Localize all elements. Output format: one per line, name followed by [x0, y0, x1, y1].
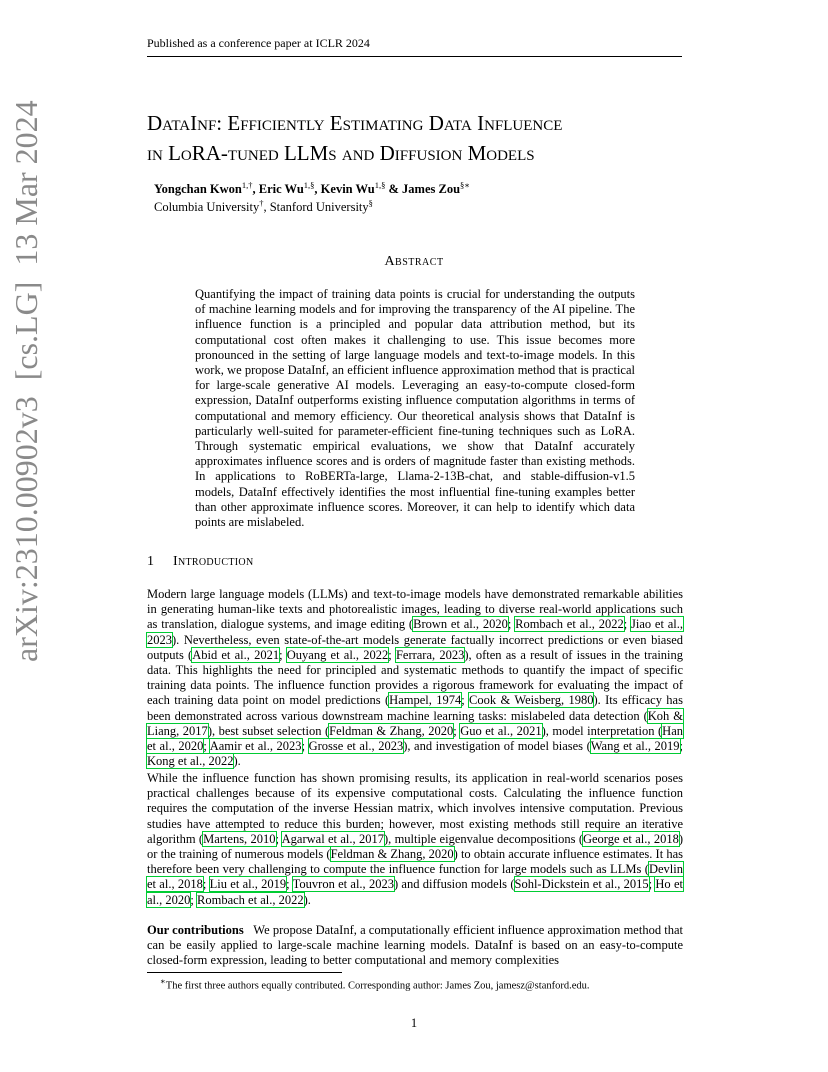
footnote-rule [147, 972, 342, 973]
citation-separator: ; [286, 877, 293, 892]
citation-separator: ; [203, 739, 210, 754]
footnote-mark: ∗ [160, 976, 166, 986]
affiliation-separator: , [263, 200, 270, 215]
citation-link[interactable]: Touvron et al., 2023 [292, 877, 394, 892]
citation-separator: ; [453, 723, 461, 738]
header-rule [147, 56, 682, 57]
citation-link[interactable]: Hampel, 1974 [389, 693, 462, 708]
title-line-1: DataInf: Efficiently Estimating Data Influence [147, 111, 563, 135]
text-run: We propose DataInf, a computationally efficient influence approximation method that can be easily applied to large-scale machine learning models. DataInf is based on an easy-to-compute closed-form expression, leading to better computational and memory complexities [147, 923, 684, 968]
author-separator: & [385, 182, 403, 197]
citation-link[interactable]: Jiao et al., 2023 [147, 617, 684, 647]
citation-link[interactable]: Ho et al., 2020 [147, 877, 683, 907]
author-name: Yongchan Kwon [154, 182, 242, 197]
citation-link[interactable]: Liu et al., 2019 [209, 877, 287, 892]
text-run: ), best subset selection ( [207, 723, 330, 738]
affiliation-mark: § [368, 198, 373, 208]
author-name: Kevin Wu [320, 182, 375, 197]
citation-link[interactable]: Feldman & Zhang, 2020 [329, 723, 454, 738]
section-heading [147, 554, 253, 570]
citation-link[interactable]: George et al., 2018 [582, 831, 679, 846]
citation-separator: ; [623, 617, 631, 632]
affiliation-name: Stanford University [269, 200, 369, 215]
author-name: Eric Wu [258, 182, 304, 197]
text-run: ), multiple eigenvalue decompositions ( [383, 831, 583, 846]
citation-separator: ; [648, 877, 656, 892]
citation-link[interactable]: Ferrara, 2023 [395, 647, 465, 662]
citation-link[interactable]: Wang et al., 2019 [590, 739, 680, 754]
contributions-paragraph [147, 923, 683, 969]
footnote-text: The first three authors equally contributed. Corresponding author: James Zou, jamesz@stanford.edu. [165, 980, 590, 992]
author-separator: , [314, 182, 321, 197]
arxiv-stamp: arXiv:2310.00902v3 [cs.LG] 13 Mar 2024 [8, 100, 44, 662]
citation-separator: ; [679, 739, 683, 754]
citation-separator: ; [190, 892, 198, 907]
author-mark: 1,† [241, 180, 253, 190]
citation-link[interactable]: Guo et al., 2021 [460, 723, 542, 738]
intro-paragraph-1 [147, 587, 683, 769]
citation-separator: ; [275, 831, 282, 846]
text-run: ), often as a result of issues in the training data. This highlights the need for principled and systematic methods to quantify the impact of specific training data points. The influence function provides a rigorous framework for evaluating the impact of each training data point on model predictions ( [147, 647, 684, 708]
text-run: ). Its efficacy has been demonstrated across various downstream machine learning tasks: mislabeled data detection ( [147, 693, 683, 723]
citation-link[interactable]: Rombach et al., 2022 [197, 892, 304, 907]
footnote [160, 976, 590, 992]
abstract-text: Quantifying the impact of training data points is crucial for understanding the outputs of machine learning models and for improving the transparency of the AI pipeline. The influence function is a principled and popular data attribution method, but its computational cost often makes it challenging to use. This issue becomes more pronounced in the setting of large language models and text-to-image models. In this work, we propose DataInf, an efficient influence approximation method that is practical for large-scale generative AI models. Leveraging an easy-to-compute closed-form expression, DataInf outperforms existing influence computation algorithms in terms of computational and memory efficiency. Our theoretical analysis shows that DataInf is particularly well-suited for parameter-efficient fine-tuning techniques such as LoRA. Through systematic empirical evaluations, we show that DataInf accurately approximates influence scores and is orders of magnitude faster than existing methods. In applications to RoBERTa-large, Llama-2-13B-chat, and stable-diffusion-v1.5 models, DataInf effectively identifies the most influential fine-tuning examples better than other approximate influence scores. Moreover, it can help to identify which data points are mislabeled. [195, 287, 635, 530]
author-mark: 1,§ [303, 180, 315, 190]
citation-separator: ; [279, 647, 287, 662]
text-run: Modern large language models (LLMs) and text-to-image models have demonstrated remarkable abilities in generating human-like texts and photorealistic images, leading to diverse real-world applications such as translation, dialogue systems, and image editing ( [147, 587, 683, 632]
affiliation-mark: † [259, 198, 264, 208]
text-run: ), model interpretation ( [541, 723, 663, 738]
text-run: ) to obtain accurate influence estimates. It has therefore been very challenging to compute the influence function for large models such as LLMs ( [147, 847, 684, 877]
citation-link[interactable]: Aamir et al., 2023 [209, 739, 302, 754]
citation-link[interactable]: Cook & Weisberg, 1980 [469, 693, 594, 708]
intro-paragraph-2 [147, 771, 683, 908]
citation-link[interactable]: Kong et al., 2022 [147, 754, 234, 769]
citation-link[interactable]: Grosse et al., 2023 [308, 739, 404, 754]
text-run: While the influence function has shown promising results, its application in real-world scenarios poses practical challenges because of its expensive computational costs. Calculating the influence function requires the computation of the inverse Hessian matrix, which involves intensive computation. Previous studies have attempted to reduce this burden; however, most existing methods still require an iterative algorithm ( [147, 771, 683, 846]
citation-link[interactable]: Brown et al., 2020 [413, 617, 508, 632]
author-separator: , [252, 182, 259, 197]
citation-separator: ; [461, 693, 470, 708]
title-line-2: in LoRA-tuned LLMs and Diffusion Models [147, 141, 535, 165]
abstract-heading: Abstract [384, 254, 444, 269]
author-list [154, 180, 470, 197]
citation-link[interactable]: Rombach et al., 2022 [515, 617, 624, 632]
citation-link[interactable]: Martens, 2010 [203, 831, 276, 846]
citation-link[interactable]: Feldman & Zhang, 2020 [330, 847, 454, 862]
citation-separator: ; [388, 647, 396, 662]
paragraph-lead: Our contributions [147, 923, 244, 937]
text-run: ). [233, 754, 241, 769]
page-number: 1 [410, 1016, 418, 1030]
section-title: Introduction [173, 554, 254, 569]
text-run: ) or the training of numerous models ( [147, 831, 683, 862]
affiliations [154, 198, 373, 215]
citation-link[interactable]: Agarwal et al., 2017 [281, 831, 384, 846]
citation-link[interactable]: Abid et al., 2021 [192, 647, 280, 662]
citation-link[interactable]: Han et al., 2020 [147, 723, 683, 754]
text-run: ) and diffusion models ( [393, 877, 515, 892]
running-header: Published as a conference paper at ICLR 2024 [147, 36, 370, 50]
citation-separator: ; [202, 877, 210, 892]
citation-link[interactable]: Koh & Liang, 2017 [147, 708, 684, 738]
author-mark: §∗ [460, 180, 471, 190]
citation-separator: ; [507, 617, 516, 632]
section-number: 1 [147, 554, 155, 569]
text-run: ). [303, 892, 311, 907]
citation-separator: ; [301, 739, 309, 754]
citation-link[interactable]: Sohl-Dickstein et al., 2015 [514, 877, 649, 892]
text-run: ), and investigation of model biases ( [403, 739, 591, 754]
citation-link[interactable]: Devlin et al., 2018 [147, 862, 683, 892]
text-run: ). Nevertheless, even state-of-the-art models generate factually incorrect predictions or even biased outputs ( [147, 632, 683, 662]
paper-title [147, 108, 707, 168]
author-name: James Zou [402, 182, 461, 197]
affiliation-name: Columbia University [154, 200, 260, 215]
citation-link[interactable]: Ouyang et al., 2022 [286, 647, 389, 662]
author-mark: 1,§ [374, 180, 386, 190]
